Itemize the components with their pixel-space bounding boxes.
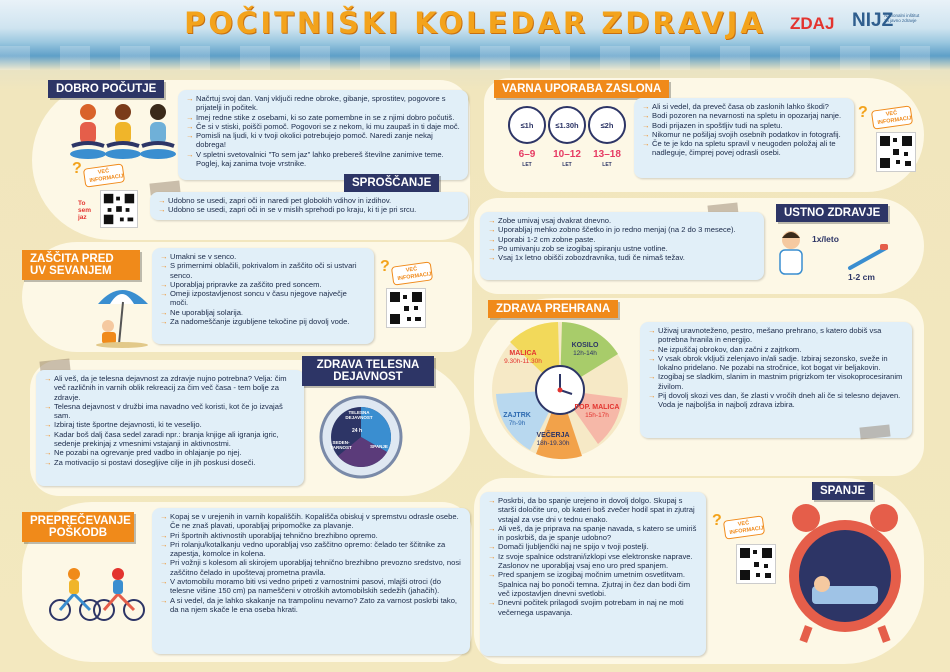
list-item: → Kadar boš dalj časa sedel zaradi npr.: branja knjige ali igranja igric, sedenje prekinjaj z vmesnimi vstajanji in aktivnostmi.	[44, 430, 296, 449]
qr-code[interactable]	[876, 132, 916, 172]
meal-time: 18h-19.30h	[536, 440, 570, 447]
list-item: → V avtomobilu moramo biti vsi vedno pripeti z varnostnimi pasovi, mlajši otroci (do telesne višine 150 cm) pa nameščeni v otroških avtomobilskih sedežih (jahačih).	[160, 577, 462, 596]
list-item: → Kopaj se v urejenih in varnih kopališčih. Kopališča obiskuj v spremstvu odrasle osebe. Če ne znaš plavati, uporabljaj pripomočke za plavanje.	[160, 512, 462, 531]
spanje-list	[480, 492, 706, 656]
list-item: → Domači ljubljenčki naj ne spijo v tvoji postelji.	[488, 542, 698, 551]
list-item: → Izogibaj se sladkim, slanim in mastnim prigrizkom ter visokoprocesiranim živilom.	[648, 372, 904, 391]
zascita-title	[22, 250, 140, 280]
ustno-list	[480, 212, 764, 280]
beach-umbrella-illustration	[92, 282, 152, 348]
zascita-title-line2: UV SEVANJEM	[30, 265, 112, 278]
spanje-title: SPANJE	[812, 482, 873, 500]
list-item: → Nikomur ne pošiljaj svojih osebnih podatkov in fotografij.	[642, 130, 846, 139]
kids-cycling-illustration	[46, 560, 146, 622]
list-item: → Pomisli na ljudi, ki v tvoji okolici potrebujejo pomoč. Naredi zanje nekaj dobrega!	[186, 131, 460, 150]
list-item: → Ali veš, da je priprava na spanje navada, s katero se umiriš in poskrbiš, da je spanje udobno?	[488, 524, 698, 543]
list-item: → Bodi pozoren na nevarnosti na spletu in opozarjaj nanje.	[642, 111, 846, 120]
sproscanje-title: SPROŠČANJE	[344, 174, 439, 192]
meal-name: MALICA	[509, 350, 537, 357]
question-icon: ?	[380, 258, 390, 275]
wheel-label-spanje: SPANJE	[370, 444, 388, 449]
list-item: → Za motivacijo si postavi dosegljive cilje in jih poskusi doseči.	[44, 458, 296, 467]
list-item: → Uporabljaj mehko zobno ščetko in jo redno menjaj (na 2 do 3 mesece).	[488, 225, 756, 234]
list-item: → Če te je kdo na spletu spravil v neugoden položaj ali te nadleguje, čimprej povej odrasli osebi.	[642, 139, 846, 158]
ustno-title: USTNO ZDRAVJE	[776, 204, 888, 222]
clock-limit-label: ≤2h	[600, 121, 614, 130]
meal-label	[494, 412, 540, 428]
meal-time: 12h-14h	[573, 350, 597, 357]
dentist-illustration	[774, 228, 808, 278]
meal-label	[530, 432, 576, 448]
list-item: → Dnevni počitek prilagodi svojim potrebam in naj ne moti večernega uspavanja.	[488, 598, 698, 617]
more-info-badge: VEČ INFORMACIJ	[723, 515, 765, 539]
nijz-logo-subtitle: Nacionalni inštitut za javno zdravje	[884, 13, 920, 23]
age-range: 13–18	[593, 149, 621, 160]
list-item: → Pred spanjem se izogibaj močnim umetnim osvetlitvam. Spalnica naj bo ponoči temna. Zjutraj in čez dan bodi čim več izpostavljen dnevni svetlobi.	[488, 570, 698, 598]
wheel-badge-24h: 24 h	[352, 428, 363, 434]
list-item: → Po umivanju zob se izogibaj spiranju ustne votline.	[488, 244, 756, 253]
toothbrush-icon	[846, 244, 892, 270]
list-item: → Pij dovolj skozi ves dan, še zlasti v vročih dneh ali če si telesno dejaven. Voda je najboljša in najbolj zdrava izbira.	[648, 391, 904, 410]
meal-time: 15h-17h	[585, 412, 609, 419]
age-group-label	[584, 150, 630, 170]
list-item: → Poskrbi, da bo spanje urejeno in dovolj dolgo. Skupaj s starši določite uro, ob kateri boš zvečer hodil spat in zjutraj vstajal za vse dni v tednu enako.	[488, 496, 698, 524]
prehrana-list	[640, 322, 912, 438]
zascita-title-line1: ZAŠČITA PRED	[30, 253, 114, 265]
toothpaste-amount-label: 1-2 cm	[848, 272, 875, 282]
screen-time-clock	[508, 106, 546, 144]
meal-label	[562, 342, 608, 358]
zdaj-logo: ZDAJ	[790, 14, 835, 33]
question-icon: ?	[712, 512, 722, 529]
list-item: → Omeji izpostavljenost soncu v času njegove največje moči.	[160, 289, 366, 308]
alarm-clock-sleeping-illustration	[786, 500, 904, 650]
list-item: → Ne pozabi na ogrevanje pred vadbo in ohlajanje po njej.	[44, 448, 296, 457]
meal-name: VEČERJA	[536, 432, 570, 439]
meal-label	[574, 404, 620, 420]
qr-code[interactable]	[386, 288, 426, 328]
page-title: POČITNIŠKI KOLEDAR ZDRAVJA	[184, 6, 766, 40]
telesna-title-line2: DEJAVNOST	[333, 371, 403, 384]
list-item: → Zobe umivaj vsaj dvakrat dnevno.	[488, 216, 756, 225]
age-range: 6–9	[518, 149, 536, 160]
telesna-list	[36, 370, 304, 486]
list-item: → Ali si vedel, da preveč časa ob zaslonih lahko škodi?	[642, 102, 846, 111]
poskodbe-title	[22, 512, 134, 542]
poskodbe-list	[152, 508, 470, 654]
list-item: → Uporabi 1-2 cm zobne paste.	[488, 235, 756, 244]
clock-limit-label: ≤1h	[520, 121, 534, 130]
poskodbe-title-line1: PREPREČEVANJE	[30, 515, 131, 527]
list-item: → V vsak obrok vključi zelenjavo in/ali sadje. Izbiraj sezonsko, sveže in lokalno pridelano. Ne pozabi na stročnice, kot bogat vir beljakovin.	[648, 354, 904, 373]
screen-time-clock	[588, 106, 626, 144]
dobro-pocutje-list	[178, 90, 468, 180]
poskodbe-title-line2: POŠKODB	[48, 527, 108, 540]
age-range: 10–12	[553, 149, 581, 160]
list-item: → Uporabljaj pripravke za zaščito pred soncem.	[160, 280, 366, 289]
age-unit: LET	[602, 162, 612, 168]
screen-time-clock	[548, 106, 586, 144]
list-item: → Ali veš, da je telesna dejavnost za zdravje nujno potrebna? Velja: čim več različnih in varnih oblik rekreacij za čim več časa - tem bolje za zdravje.	[44, 374, 296, 402]
list-item: → Bodi prijazen in spoštljiv tudi na spletu.	[642, 121, 846, 130]
telesna-title	[302, 356, 434, 386]
list-item: → Načrtuj svoj dan. Vanj vključi redne obroke, gibanje, sprostitev, pogovore s prijatelji in počitek.	[186, 94, 460, 113]
list-item: → Izbiraj tiste športne dejavnosti, ki te veselijo.	[44, 420, 296, 429]
more-info-badge: VEČ INFORMACIJ	[391, 261, 433, 285]
meditating-kids-illustration	[68, 100, 178, 160]
list-item: → Umakni se v senco.	[160, 252, 366, 261]
dobro-pocutje-title: DOBRO POČUTJE	[48, 80, 164, 98]
meal-name: POP. MALICA	[574, 404, 620, 411]
wheel-label-telesna: TELESNA DEJAVNOST	[345, 410, 373, 420]
nijz-logo: NIJZ	[852, 10, 894, 31]
qr-code[interactable]	[100, 190, 138, 228]
qr-code[interactable]	[736, 544, 776, 584]
list-item: → Uživaj uravnoteženo, pestro, mešano prehrano, s katero dobiš vsa potrebna hranila in energijo.	[648, 326, 904, 345]
list-item: → S primernimi oblačili, pokrivalom in zaščito oči si ustvari senco.	[160, 261, 366, 280]
zaslon-list	[634, 98, 854, 178]
meal-time: 7h-9h	[508, 420, 526, 427]
age-unit: LET	[562, 162, 572, 168]
dentist-frequency-label: 1x/leto	[812, 234, 839, 244]
more-info-badge: VEČ INFORMACIJ	[871, 105, 913, 129]
list-item: → Za nadomeščanje izgubljene tekočine pij dovolj vode.	[160, 317, 366, 326]
age-unit: LET	[522, 162, 532, 168]
list-item: → A si vedel, da je lahko skakanje na trampolinu nevarno? Zato za varnost poskrbi tako, da na njem skače le ena oseba hkrati.	[160, 596, 462, 615]
list-item: → Iz svoje spalnice odstrani/izklopi vse elektronske naprave. Zaslonov ne uporabljaj vsaj eno uro pred spanjem.	[488, 552, 698, 571]
more-info-badge: VEČ INFORMACIJ	[83, 163, 125, 187]
list-item: → Vsaj 1x letno obišči zobozdravnika, tudi če nimaš težav.	[488, 253, 756, 262]
zaslon-title: VARNA UPORABA ZASLONA	[494, 80, 669, 98]
question-icon: ?	[858, 104, 868, 121]
telesna-title-line1: ZDRAVA TELESNA	[316, 359, 420, 371]
list-item: → Udobno se usedi, zapri oči in se v mislih sprehodi po kraju, ki ti je pri srcu.	[158, 205, 460, 214]
wheel-label-sedentarnost: SEDEN-TARNOST	[330, 440, 352, 450]
meal-name: ZAJTRK	[503, 412, 531, 419]
sea-waves	[0, 46, 950, 70]
list-item: → Ne izpuščaj obrokov, dan začni z zajtrkom.	[648, 345, 904, 354]
meal-time: 9.30h-11.30h	[504, 358, 542, 365]
list-item: → Pri športnih aktivnostih uporabljaj tehnično brezhibno opremo.	[160, 531, 462, 540]
list-item: → Pri vožnji s kolesom ali skirojem uporabljaj tehnično brezhibno prevozno sredstvo, nosi zaščitno čelado in upoštevaj prometna pravila.	[160, 558, 462, 577]
to-sem-jaz-logo: To sem jaz	[78, 200, 92, 221]
list-item: → Telesna dejavnost v družbi ima navadno več koristi, kot če jo izvajaš sam.	[44, 402, 296, 421]
prehrana-title: ZDRAVA PREHRANA	[488, 300, 618, 318]
list-item: → Imej redne stike z osebami, ki so zate pomembne in se z njimi dobro počutiš.	[186, 113, 460, 122]
meal-name: KOSILO	[571, 342, 599, 349]
list-item: → Pri rolanju/kotalkanju vedno uporabljaj vso zaščitno opremo: čelado ter ščitnike za zapestja, komolce in kolena.	[160, 540, 462, 559]
list-item: → V spletni svetovalnici "To sem jaz" lahko prebereš številne zanimive teme. Poglej, kaj zanima tvoje vrstnike.	[186, 150, 460, 169]
clock-limit-label: ≤1.30h	[555, 121, 579, 130]
zascita-list	[152, 248, 374, 344]
list-item: → Udobno se usedi, zapri oči in naredi pet globokih vdihov in izdihov.	[158, 196, 460, 205]
list-item: → Ne uporabljaj solarija.	[160, 308, 366, 317]
activity-wheel-clock	[318, 394, 404, 480]
list-item: → Če si v stiski, poišči pomoč. Pogovori se z nekom, ki mu zaupaš in ti daje moč.	[186, 122, 460, 131]
question-icon: ?	[72, 160, 82, 177]
meal-label	[500, 350, 546, 366]
sproscanje-list	[150, 192, 468, 220]
